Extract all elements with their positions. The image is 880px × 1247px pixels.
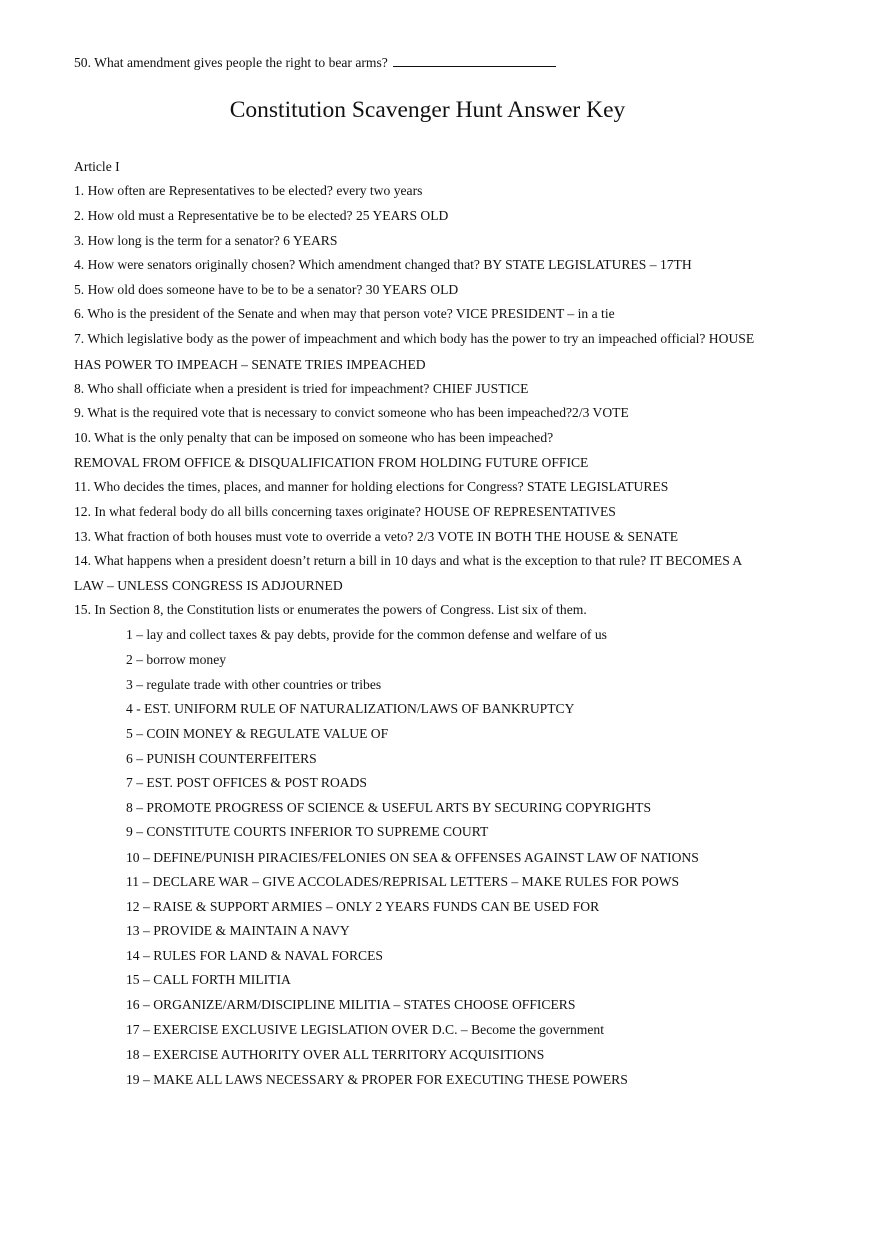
question-line: 9. What is the required vote that is necessary to convict someone who has been impeached?2/3 VOTE [74, 405, 629, 420]
question-50-text: 50. What amendment gives people the right to bear arms? [74, 55, 388, 70]
power-item: 4 - EST. UNIFORM RULE OF NATURALIZATION/LAWS OF BANKRUPTCY [126, 701, 575, 716]
question-line: 1. How often are Representatives to be elected? every two years [74, 183, 423, 198]
power-item: 13 – PROVIDE & MAINTAIN A NAVY [126, 923, 350, 938]
question-line: 13. What fraction of both houses must vote to override a veto? 2/3 VOTE IN BOTH THE HOUSE & SENATE [74, 529, 679, 544]
power-item: 12 – RAISE & SUPPORT ARMIES – ONLY 2 YEARS FUNDS CAN BE USED FOR [126, 899, 600, 914]
question-line: 8. Who shall officiate when a president is tried for impeachment? CHIEF JUSTICE [74, 381, 529, 396]
question-line: REMOVAL FROM OFFICE & DISQUALIFICATION FROM HOLDING FUTURE OFFICE [74, 455, 589, 470]
power-item: 5 – COIN MONEY & REGULATE VALUE OF [126, 726, 389, 741]
question-line: 11. Who decides the times, places, and manner for holding elections for Congress? STATE LEGISLATURES [74, 479, 669, 494]
question-line: 12. In what federal body do all bills concerning taxes originate? HOUSE OF REPRESENTATIVES [74, 504, 616, 519]
power-item: 2 – borrow money [126, 652, 227, 667]
question-line: 7. Which legislative body as the power of impeachment and which body has the power to try an impeached official? HOUSE [74, 331, 755, 346]
power-item: 17 – EXERCISE EXCLUSIVE LEGISLATION OVER D.C. – Become the government [126, 1022, 604, 1037]
power-item: 6 – PUNISH COUNTERFEITERS [126, 751, 317, 766]
power-item: 8 – PROMOTE PROGRESS OF SCIENCE & USEFUL ARTS BY SECURING COPYRIGHTS [126, 800, 652, 815]
question-line: 3. How long is the term for a senator? 6 YEARS [74, 233, 338, 248]
power-item: 7 – EST. POST OFFICES & POST ROADS [126, 775, 367, 790]
power-item: 1 – lay and collect taxes & pay debts, provide for the common defense and welfare of us [126, 627, 607, 642]
answer-blank [393, 53, 556, 67]
question-line: HAS POWER TO IMPEACH – SENATE TRIES IMPEACHED [74, 357, 426, 372]
question-line: 6. Who is the president of the Senate and when may that person vote? VICE PRESIDENT – in a tie [74, 306, 615, 321]
question-line: 10. What is the only penalty that can be imposed on someone who has been impeached? [74, 430, 554, 445]
page-title: Constitution Scavenger Hunt Answer Key [229, 97, 626, 123]
power-item: 10 – DEFINE/PUNISH PIRACIES/FELONIES ON SEA & OFFENSES AGAINST LAW OF NATIONS [126, 850, 699, 865]
question-line: 2. How old must a Representative be to be elected? 25 YEARS OLD [74, 208, 449, 223]
power-item: 14 – RULES FOR LAND & NAVAL FORCES [126, 948, 383, 963]
power-item: 15 – CALL FORTH MILITIA [126, 972, 291, 987]
power-item: 9 – CONSTITUTE COURTS INFERIOR TO SUPREME COURT [126, 824, 489, 839]
question-line: LAW – UNLESS CONGRESS IS ADJOURNED [74, 578, 343, 593]
question-50 [74, 53, 556, 71]
section-heading: Article I [74, 159, 120, 174]
power-item: 16 – ORGANIZE/ARM/DISCIPLINE MILITIA – STATES CHOOSE OFFICERS [126, 997, 576, 1012]
power-item: 18 – EXERCISE AUTHORITY OVER ALL TERRITORY ACQUISITIONS [126, 1047, 545, 1062]
question-line: 5. How old does someone have to be to be a senator? 30 YEARS OLD [74, 282, 459, 297]
power-item: 19 – MAKE ALL LAWS NECESSARY & PROPER FOR EXECUTING THESE POWERS [126, 1072, 628, 1087]
power-item: 3 – regulate trade with other countries or tribes [126, 677, 382, 692]
power-item: 11 – DECLARE WAR – GIVE ACCOLADES/REPRISAL LETTERS – MAKE RULES FOR POWS [126, 874, 680, 889]
question-line: 14. What happens when a president doesn’t return a bill in 10 days and what is the exception to that rule? IT BECOMES A [74, 553, 743, 568]
question-line: 4. How were senators originally chosen? Which amendment changed that? BY STATE LEGISLATURES – 17TH [74, 257, 692, 272]
question-line: 15. In Section 8, the Constitution lists or enumerates the powers of Congress. List six of them. [74, 602, 587, 617]
